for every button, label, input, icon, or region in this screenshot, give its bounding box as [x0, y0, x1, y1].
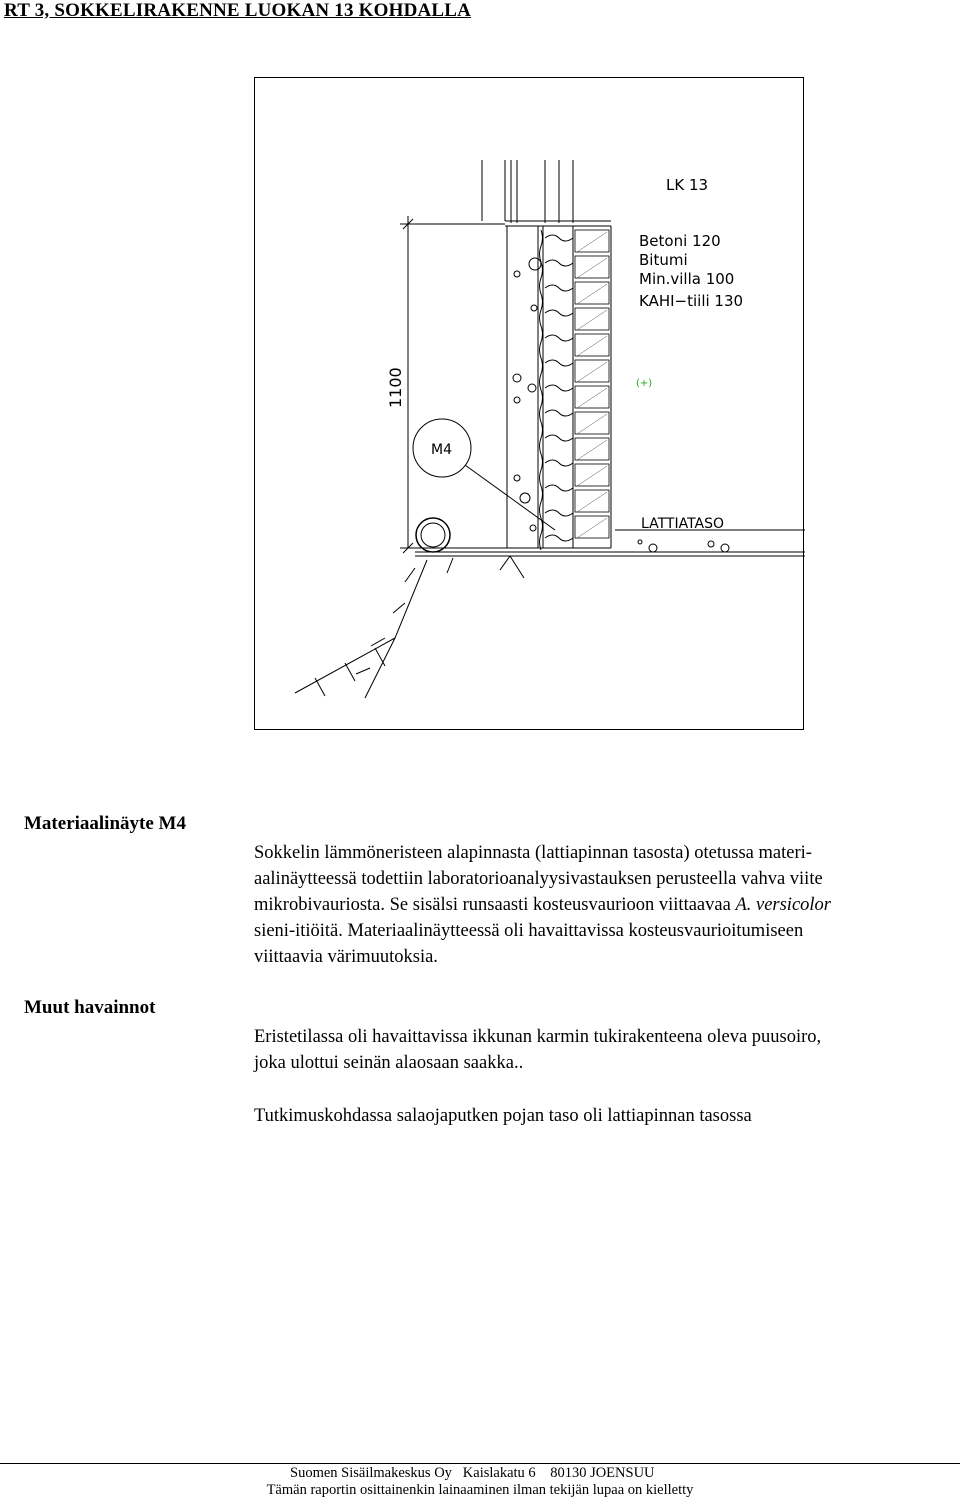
- wall-section-drawing: [254, 77, 804, 730]
- text-span: mikrobivauriosta. Se sisälsi runsaasti kosteusvaurioon viittaavaa: [254, 895, 736, 915]
- species-name: A. versicolor: [735, 895, 831, 915]
- layer-label: Bitumi: [639, 251, 688, 269]
- sample-heading: Materiaalinäyte M4: [24, 813, 186, 834]
- other-observations-heading: Muut havainnot: [24, 997, 156, 1018]
- text-line: Sokkelin lämmöneristeen alapinnasta (lattiapinnan tasosta) otetussa materi-: [254, 843, 812, 863]
- text-line: aalinäytteessä todettiin laboratorioanalyysivastauksen perusteella vahva viite: [254, 869, 823, 889]
- layer-label: Min.villa 100: [639, 270, 735, 288]
- floor-level-label: LATTIATASO: [641, 516, 725, 532]
- sample-description: [254, 840, 954, 970]
- text-line: joka ulottui seinän alaosaan saakka..: [254, 1053, 524, 1073]
- text-line: sieni-itiöitä. Materiaalinäytteessä oli havaittavissa kosteusvaurioitumiseen: [254, 921, 804, 941]
- sample-label: M4: [431, 442, 452, 458]
- plus-mark: (+): [636, 378, 653, 389]
- layer-label: KAHI−tiili 130: [639, 292, 744, 310]
- height-dimension-label: 1100: [386, 367, 405, 408]
- text-line: Eristetilassa oli havaittavissa ikkunan karmin tukirakenteena oleva puusoiro,: [254, 1027, 822, 1047]
- footer-divider: [0, 1463, 960, 1464]
- page-title: RT 3, SOKKELIRAKENNE LUOKAN 13 KOHDALLA: [4, 0, 472, 21]
- drain-observation: Tutkimuskohdassa salaojaputken pojan taso oli lattiapinnan tasossa: [254, 1106, 752, 1126]
- text-line: viittaavia värimuutoksia.: [254, 947, 438, 967]
- footer-notice: Tämän raportin osittainenkin lainaaminen ilman tekijän lupaa on kielletty: [266, 1482, 694, 1498]
- footer-street: Kaislakatu 6: [462, 1465, 536, 1481]
- text-line: [254, 892, 954, 918]
- footer-city: 80130 JOENSUU: [550, 1465, 655, 1481]
- section-drawing-svg: [255, 78, 805, 731]
- layer-label: Betoni 120: [639, 232, 721, 250]
- lk-label: LK 13: [666, 176, 709, 194]
- other-observations-text: [254, 1024, 954, 1076]
- footer-company: Suomen Sisäilmakeskus Oy: [290, 1465, 452, 1481]
